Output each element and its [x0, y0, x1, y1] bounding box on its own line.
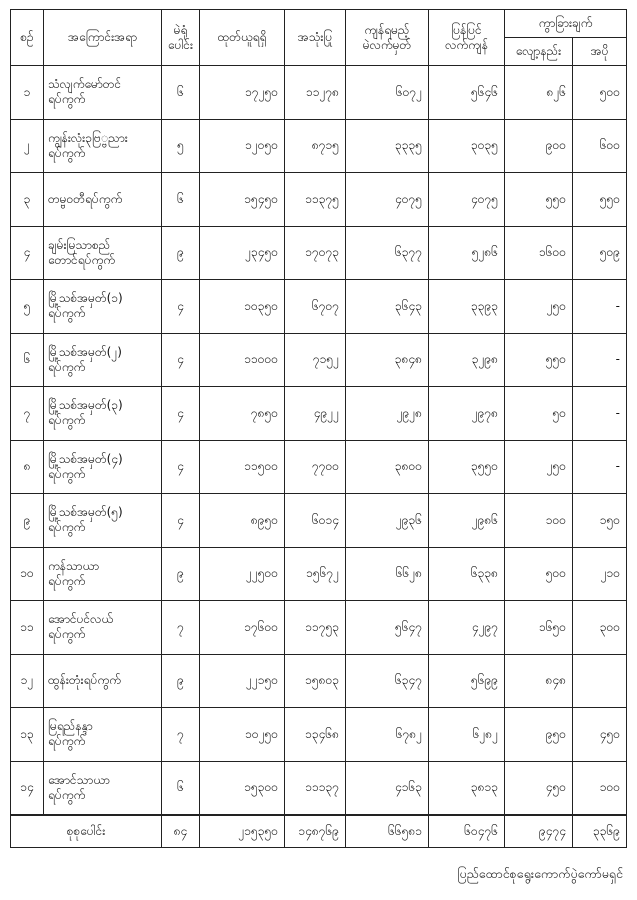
header-remaining-line2: မဲလက်မှတ်	[362, 37, 412, 52]
cell-remaining: ၃၈၄၈	[346, 333, 429, 387]
cell-short: ၂၅၀	[505, 440, 573, 494]
cell-name-line: ချမ်းမြသာစည်	[48, 237, 111, 252]
header-count-line2: ပေါင်း	[167, 37, 194, 52]
table-row	[11, 333, 627, 387]
cell-used: ၁၁၃၇၅	[285, 173, 346, 227]
table-row	[11, 280, 627, 334]
cell-excess: ၅၅၀	[573, 173, 627, 227]
cell-used: ၁၅၈၀၃	[285, 654, 346, 708]
table-row	[11, 601, 627, 655]
table-row	[11, 173, 627, 227]
cell-returned: ၄၀၇၅	[429, 173, 505, 227]
cell-no: ၁၀	[11, 547, 44, 601]
header-no: စဉ်	[11, 10, 44, 66]
cell-count: ၇	[162, 601, 200, 655]
cell-no: ၉	[11, 494, 44, 548]
cell-count: ၄	[162, 387, 200, 441]
cell-name-line: ထွန်းတုံးရပ်ကွက်	[48, 673, 121, 688]
cell-name-line: ရပ်ကွက်	[48, 787, 86, 802]
footer-signature: ပြည်ထောင်စုရွေးကောက်ပွဲကော်မရှင်	[457, 866, 623, 881]
total-label: စုစုပေါင်း	[11, 815, 162, 848]
cell-name	[44, 494, 162, 548]
cell-returned: ၃၂၉၈	[429, 333, 505, 387]
cell-name-line: မြို့သစ်အမှတ်(၅)	[48, 505, 123, 520]
cell-returned: ၅၆၉၉	[429, 654, 505, 708]
cell-collected: ၇၈၅၀	[200, 387, 285, 441]
cell-used: ၇၁၅၂	[285, 333, 346, 387]
cell-name-line: မြို့သစ်အမှတ်(၁)	[48, 291, 123, 306]
cell-count: ၄	[162, 333, 200, 387]
cell-name	[44, 119, 162, 173]
cell-name-line: မြို့သစ်အမှတ်(၄)	[48, 451, 123, 466]
cell-name-line: မြို့သစ်အမှတ်(၂)	[48, 344, 122, 359]
cell-no: ၇	[11, 387, 44, 441]
cell-name-line: ရပ်ကွက်	[48, 573, 86, 588]
cell-short: ၉၀၀	[505, 119, 573, 173]
cell-name	[44, 547, 162, 601]
cell-short: ၅၅၀	[505, 173, 573, 227]
cell-no: ၁၄	[11, 761, 44, 815]
header-returned	[429, 10, 505, 66]
total-count: ၈၄	[162, 815, 200, 848]
cell-returned: ၄၂၉၇	[429, 601, 505, 655]
cell-name	[44, 440, 162, 494]
cell-returned: ၃၅၅၀	[429, 440, 505, 494]
cell-excess: ၆၀၀	[573, 119, 627, 173]
table-row	[11, 440, 627, 494]
cell-name	[44, 66, 162, 120]
table-row	[11, 387, 627, 441]
cell-name	[44, 387, 162, 441]
header-name: အကြောင်းအရာ	[44, 10, 162, 66]
cell-count: ၆	[162, 173, 200, 227]
header-returned-line1: ပြန်ပြင်	[451, 22, 482, 37]
cell-returned: ၃၈၁၃	[429, 761, 505, 815]
cell-short: ၈၂၆	[505, 66, 573, 120]
cell-short: ၂၅၀	[505, 280, 573, 334]
cell-short: ၁၆၀၀	[505, 226, 573, 280]
cell-used: ၁၁၁၃၇	[285, 761, 346, 815]
cell-returned: ၃၃၉၃	[429, 280, 505, 334]
cell-short: ၅၀	[505, 387, 573, 441]
cell-excess: ၅၀၉	[573, 226, 627, 280]
cell-collected: ၁၁၅၀၀	[200, 440, 285, 494]
table-row	[11, 547, 627, 601]
cell-remaining: ၅၆၄၇	[346, 601, 429, 655]
table-row	[11, 66, 627, 120]
cell-remaining: ၂၉၃၆	[346, 494, 429, 548]
total-collected: ၂၁၅၃၅၀	[200, 815, 285, 848]
cell-collected: ၁၅၄၅၀	[200, 173, 285, 227]
cell-excess: ၁၅၀	[573, 494, 627, 548]
cell-collected: ၂၃၄၅၀	[200, 226, 285, 280]
table-row	[11, 761, 627, 815]
cell-remaining: ၃၈၀၀	[346, 440, 429, 494]
cell-name-line: မြရည်နန္ဒာ	[48, 719, 93, 734]
cell-collected: ၁၅၃၀၀	[200, 761, 285, 815]
cell-no: ၃	[11, 173, 44, 227]
cell-remaining: ၆၇၈၂	[346, 708, 429, 762]
cell-collected: ၁၀၂၅၀	[200, 708, 285, 762]
cell-count: ၄	[162, 440, 200, 494]
header-remaining-line1: ကျန်ရမည့်	[364, 22, 410, 37]
cell-count: ၇	[162, 708, 200, 762]
cell-no: ၁၃	[11, 708, 44, 762]
cell-name	[44, 333, 162, 387]
cell-name-line: အောင်ပင်လယ်	[48, 612, 114, 627]
cell-name-line: ရပ်ကွက်	[48, 92, 86, 107]
cell-collected: ၁၀၃၅၀	[200, 280, 285, 334]
cell-count: ၅	[162, 119, 200, 173]
cell-collected: ၈၉၅၀	[200, 494, 285, 548]
cell-excess: ၄၅၀	[573, 708, 627, 762]
cell-name-line: ရပ်ကွက်	[48, 145, 86, 160]
cell-count: ၉	[162, 226, 200, 280]
cell-used: ၇၇၀၀	[285, 440, 346, 494]
cell-count: ၄	[162, 280, 200, 334]
header-remaining	[346, 10, 429, 66]
table-row	[11, 226, 627, 280]
cell-returned: ၆၃၃၈	[429, 547, 505, 601]
cell-excess: ၃၀၀	[573, 601, 627, 655]
cell-remaining: ၃၃၃၅	[346, 119, 429, 173]
cell-collected: ၁၇၆၀၀	[200, 601, 285, 655]
cell-no: ၅	[11, 280, 44, 334]
header-count-line1: မဲရုံ	[173, 22, 188, 37]
table-row	[11, 119, 627, 173]
cell-excess: ၅၀၀	[573, 66, 627, 120]
cell-short: ၁၀၀	[505, 494, 573, 548]
cell-collected: ၂၂၅၀၀	[200, 547, 285, 601]
cell-collected: ၂၂၁၅၀	[200, 654, 285, 708]
cell-remaining: ၆၃၇၇	[346, 226, 429, 280]
cell-no: ၁၁	[11, 601, 44, 655]
cell-excess: ၁၀၀	[573, 761, 627, 815]
cell-name	[44, 761, 162, 815]
cell-returned: ၆၂၈၂	[429, 708, 505, 762]
cell-returned: ၅၆၄၆	[429, 66, 505, 120]
cell-remaining: ၆၃၄၇	[346, 654, 429, 708]
table-row	[11, 494, 627, 548]
cell-name	[44, 601, 162, 655]
cell-name-line: ရပ်ကွက်	[48, 466, 86, 481]
cell-remaining: ၆၆၂၈	[346, 547, 429, 601]
header-short: လျော့နည်း	[505, 38, 573, 66]
cell-count: ၆	[162, 761, 200, 815]
header-diff: ကွာခြားချက်	[505, 10, 627, 38]
cell-name-line: သံလျက်မော်တင်	[48, 77, 122, 92]
cell-excess: -	[573, 280, 627, 334]
cell-name	[44, 280, 162, 334]
cell-no: ၂	[11, 119, 44, 173]
total-row	[11, 815, 627, 848]
total-used: ၁၄၈၇၆၉	[285, 815, 346, 848]
cell-used: ၆၇၀၇	[285, 280, 346, 334]
header-used: အသုံးပြု	[285, 10, 346, 66]
cell-no: ၆	[11, 333, 44, 387]
header-returned-line2: လက်ကျန်	[445, 37, 488, 52]
cell-name-line: ရပ်ကွက်	[48, 413, 86, 428]
cell-collected: ၁၁၀၀၀	[200, 333, 285, 387]
cell-name-line: ရပ်ကွက်	[48, 520, 86, 535]
cell-remaining: ၄၁၆၃	[346, 761, 429, 815]
cell-remaining: ၄၀၇၅	[346, 173, 429, 227]
cell-short: ၅၅၀	[505, 333, 573, 387]
cell-returned: ၂၉၈၆	[429, 494, 505, 548]
cell-name	[44, 173, 162, 227]
cell-count: ၉	[162, 547, 200, 601]
cell-excess: -	[573, 333, 627, 387]
cell-count: ၄	[162, 494, 200, 548]
cell-name	[44, 226, 162, 280]
cell-short: ၁၆၅၀	[505, 601, 573, 655]
cell-name-line: တမ္ဗ၀တီရပ်ကွက်	[48, 191, 123, 206]
header-count	[162, 10, 200, 66]
cell-used: ၄၉၂၂	[285, 387, 346, 441]
header-row	[11, 10, 627, 38]
cell-used: ၆၀၁၄	[285, 494, 346, 548]
cell-name-line: တောင်ရပ်ကွက်	[48, 252, 116, 267]
cell-no: ၁၂	[11, 654, 44, 708]
cell-returned: ၂၉၇၈	[429, 387, 505, 441]
cell-used: ၁၁၂၇၈	[285, 66, 346, 120]
cell-used: ၁၇၀၇၃	[285, 226, 346, 280]
cell-used: ၈၇၁၅	[285, 119, 346, 173]
table-row	[11, 654, 627, 708]
cell-name-line: ရပ်ကွက်	[48, 734, 86, 749]
total-returned: ၆၀၄၇၆	[429, 815, 505, 848]
ballot-summary-table	[10, 9, 627, 848]
cell-short: ၅၀၀	[505, 547, 573, 601]
header-collected: ထုတ်ယူရရှိ	[200, 10, 285, 66]
total-remaining: ၆၆၅၈၁	[346, 815, 429, 848]
cell-excess: -	[573, 387, 627, 441]
cell-name-line: ကန်သာယာ	[48, 558, 100, 573]
cell-excess: -	[573, 440, 627, 494]
cell-short: ၉၅၀	[505, 708, 573, 762]
cell-count: ၆	[162, 66, 200, 120]
cell-short: ၈၄၈	[505, 654, 573, 708]
total-excess: ၃၃၆၉	[573, 815, 627, 848]
cell-used: ၁၃၄၆၈	[285, 708, 346, 762]
cell-name	[44, 654, 162, 708]
cell-used: ၁၅၆၇၂	[285, 547, 346, 601]
cell-remaining: ၆၀၇၂	[346, 66, 429, 120]
cell-returned: ၃၀၃၅	[429, 119, 505, 173]
header-excess: အပို	[573, 38, 627, 66]
cell-short: ၄၅၀	[505, 761, 573, 815]
cell-name-line: ရပ်ကွက်	[48, 627, 86, 642]
cell-name-line: ကျွန်းလုံး၃ဗြ္ဗညား	[48, 130, 128, 145]
cell-name-line: ရပ်ကွက်	[48, 306, 86, 321]
cell-name-line: ရပ်ကွက်	[48, 359, 86, 374]
table-row	[11, 708, 627, 762]
total-short: ၉၄၇၄	[505, 815, 573, 848]
cell-no: ၈	[11, 440, 44, 494]
cell-excess: ၂၁၀	[573, 547, 627, 601]
cell-no: ၁	[11, 66, 44, 120]
cell-name-line: အောင်သာယာ	[48, 772, 110, 787]
cell-collected: ၁၂၀၅၀	[200, 119, 285, 173]
cell-returned: ၅၂၈၆	[429, 226, 505, 280]
cell-used: ၁၁၇၅၃	[285, 601, 346, 655]
cell-remaining: ၃၆၄၃	[346, 280, 429, 334]
cell-remaining: ၂၉၂၈	[346, 387, 429, 441]
cell-name	[44, 708, 162, 762]
cell-collected: ၁၇၂၅၀	[200, 66, 285, 120]
cell-excess	[573, 654, 627, 708]
cell-no: ၄	[11, 226, 44, 280]
cell-name-line: မြို့သစ်အမှတ်(၃)	[48, 398, 123, 413]
cell-count: ၉	[162, 654, 200, 708]
